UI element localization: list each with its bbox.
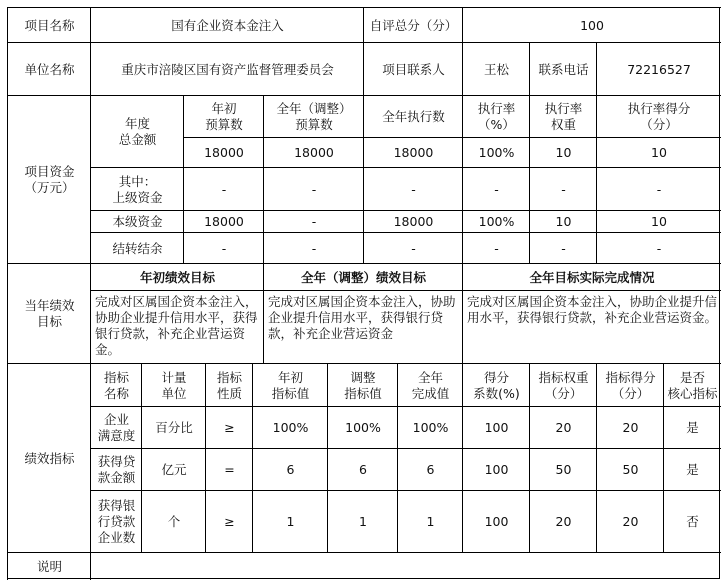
funds-value-cell: 10 bbox=[529, 137, 597, 168]
funds-value-cell: - bbox=[529, 167, 597, 211]
indicator-cell: 100% bbox=[397, 406, 463, 449]
indicator-cell: 100 bbox=[462, 490, 530, 553]
indicators-section-label: 绩效指标 bbox=[7, 363, 91, 553]
indicator-cell: 1 bbox=[252, 490, 328, 553]
funds-value-cell: - bbox=[529, 232, 597, 264]
funds-header-cell: 执行率 （%） bbox=[462, 95, 530, 138]
indicator-header-cell: 得分 系数(%) bbox=[462, 363, 530, 407]
indicator-header-cell: 指标 名称 bbox=[90, 363, 142, 407]
funds-section-label: 项目资金 （万元） bbox=[7, 95, 91, 264]
funds-value-cell: 18000 bbox=[363, 137, 463, 168]
evaluation-table bbox=[7, 7, 720, 579]
notes-label: 说明 bbox=[7, 552, 91, 580]
funds-header-cell: 执行率得分 （分） bbox=[596, 95, 721, 138]
project-name-value: 国有企业资本金注入 bbox=[90, 7, 364, 43]
indicator-cell: 100% bbox=[252, 406, 328, 449]
goals-text: 完成对区属国企资本金注入，协助企业提升信用水平，获得银行贷款，补充企业营运资金。 bbox=[90, 290, 264, 364]
goals-header: 年初绩效目标 bbox=[90, 263, 264, 291]
indicator-header-cell: 指标权重 （分） bbox=[529, 363, 597, 407]
funds-value-cell: - bbox=[462, 232, 530, 264]
indicator-header-cell: 年初 指标值 bbox=[252, 363, 328, 407]
indicator-cell: 100% bbox=[327, 406, 398, 449]
funds-value-cell: - bbox=[596, 232, 721, 264]
indicator-cell: 20 bbox=[529, 406, 597, 449]
funds-value-cell: - bbox=[183, 167, 264, 211]
self-score-label: 自评总分（分） bbox=[363, 7, 463, 43]
funds-header-cell: 全年执行数 bbox=[363, 95, 463, 138]
indicator-cell: 是 bbox=[663, 448, 721, 491]
funds-header-cell: 全年（调整） 预算数 bbox=[263, 95, 364, 138]
indicator-cell: 20 bbox=[596, 490, 664, 553]
indicator-cell: 20 bbox=[529, 490, 597, 553]
funds-value-cell: - bbox=[363, 167, 463, 211]
funds-value-cell: 18000 bbox=[183, 210, 264, 233]
indicator-header-cell: 指标 性质 bbox=[205, 363, 253, 407]
indicator-header-cell: 全年 完成值 bbox=[397, 363, 463, 407]
indicator-cell: 6 bbox=[397, 448, 463, 491]
indicator-cell: 6 bbox=[327, 448, 398, 491]
funds-value-cell: 10 bbox=[596, 137, 721, 168]
funds-value-cell: 10 bbox=[529, 210, 597, 233]
indicator-cell: 企业 满意度 bbox=[90, 406, 142, 449]
funds-value-cell: 10 bbox=[596, 210, 721, 233]
indicator-cell: 50 bbox=[529, 448, 597, 491]
indicator-cell: 亿元 bbox=[141, 448, 206, 491]
funds-row-label: 其中： 上级资金 bbox=[90, 167, 184, 211]
funds-row-label: 本级资金 bbox=[90, 210, 184, 233]
indicator-cell: 获得贷 款金额 bbox=[90, 448, 142, 491]
funds-value-cell: 18000 bbox=[363, 210, 463, 233]
funds-value-cell: 18000 bbox=[263, 137, 364, 168]
funds-row-label: 结转结余 bbox=[90, 232, 184, 264]
goals-header: 全年目标实际完成情况 bbox=[462, 263, 721, 291]
funds-value-cell: 18000 bbox=[183, 137, 264, 168]
indicator-header-cell: 调整 指标值 bbox=[327, 363, 398, 407]
phone-label: 联系电话 bbox=[529, 42, 597, 96]
goals-text: 完成对区属国企资本金注入，协助企业提升信用水平，获得银行贷款，补充企业营运资金 bbox=[263, 290, 463, 364]
unit-name-value: 重庆市涪陵区国有资产监督管理委员会 bbox=[90, 42, 364, 96]
contact-name: 王松 bbox=[462, 42, 530, 96]
goals-header: 全年（调整）绩效目标 bbox=[263, 263, 463, 291]
notes-value bbox=[90, 552, 721, 580]
indicator-cell: ≥ bbox=[205, 406, 253, 449]
indicator-header-cell: 是否 核心指标 bbox=[663, 363, 721, 407]
indicator-cell: 否 bbox=[663, 490, 721, 553]
funds-value-cell: - bbox=[596, 167, 721, 211]
funds-value-cell: 100% bbox=[462, 137, 530, 168]
indicator-cell: 获得银 行贷款 企业数 bbox=[90, 490, 142, 553]
funds-header-cell: 年初 预算数 bbox=[183, 95, 264, 138]
indicator-cell: 是 bbox=[663, 406, 721, 449]
indicator-cell: 20 bbox=[596, 406, 664, 449]
funds-value-cell: - bbox=[263, 210, 364, 233]
project-name-label: 项目名称 bbox=[7, 7, 91, 43]
funds-value-cell: - bbox=[363, 232, 463, 264]
funds-value-cell: - bbox=[263, 167, 364, 211]
indicator-cell: = bbox=[205, 448, 253, 491]
indicator-cell: 百分比 bbox=[141, 406, 206, 449]
unit-name-label: 单位名称 bbox=[7, 42, 91, 96]
indicator-cell: 50 bbox=[596, 448, 664, 491]
indicator-cell: 1 bbox=[397, 490, 463, 553]
funds-value-cell: 100% bbox=[462, 210, 530, 233]
contact-label: 项目联系人 bbox=[363, 42, 463, 96]
indicator-cell: 6 bbox=[252, 448, 328, 491]
funds-header-total: 年度 总金额 bbox=[90, 95, 184, 168]
indicator-header-cell: 计量 单位 bbox=[141, 363, 206, 407]
indicator-cell: 1 bbox=[327, 490, 398, 553]
indicator-cell: 100 bbox=[462, 406, 530, 449]
goals-section-label: 当年绩效 目标 bbox=[7, 263, 91, 364]
phone-value: 72216527 bbox=[596, 42, 721, 96]
indicator-header-cell: 指标得分 （分） bbox=[596, 363, 664, 407]
goals-text: 完成对区属国企资本金注入，协助企业提升信用水平，获得银行贷款，补充企业营运资金。 bbox=[462, 290, 721, 364]
indicator-cell: ≥ bbox=[205, 490, 253, 553]
self-score-value: 100 bbox=[462, 7, 721, 43]
funds-header-cell: 执行率 权重 bbox=[529, 95, 597, 138]
indicator-cell: 100 bbox=[462, 448, 530, 491]
funds-value-cell: - bbox=[462, 167, 530, 211]
indicator-cell: 个 bbox=[141, 490, 206, 553]
funds-value-cell: - bbox=[263, 232, 364, 264]
funds-value-cell: - bbox=[183, 232, 264, 264]
